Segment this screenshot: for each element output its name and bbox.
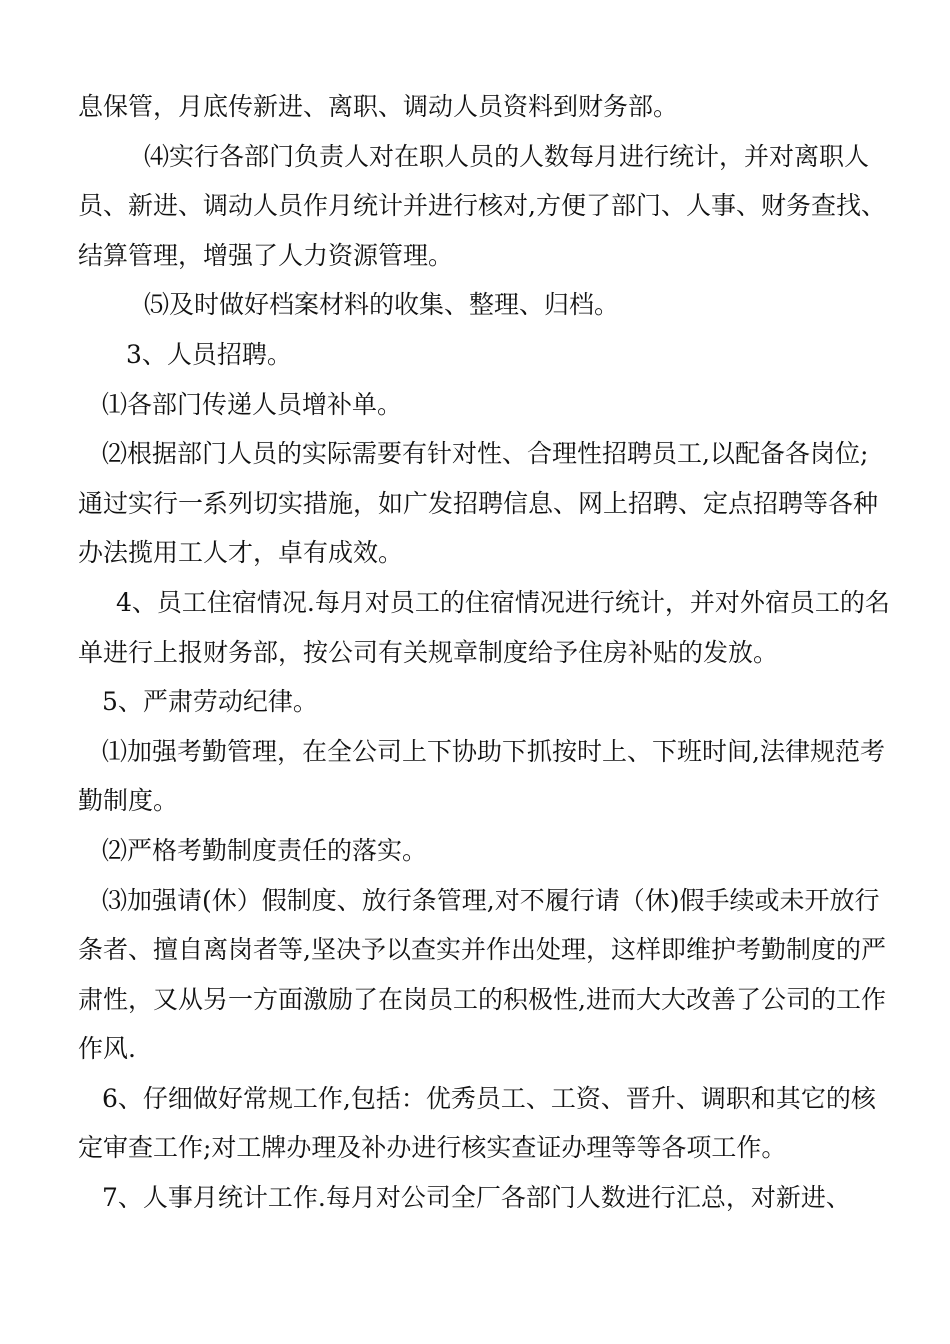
document-body: [78, 82, 890, 1223]
paragraph-attendance-responsibility: ⑵严格考勤制度责任的落实。: [102, 835, 428, 865]
paragraph-staff-housing: 4、员工住宿情况.每月对员工的住宿情况进行统计，并对外宿员工的名单进行上报财务部，按公司有关规章制度给予住房补贴的发放。: [78, 587, 890, 667]
paragraph-monthly-headcount: ⑷实行各部门负责人对在职人员的人数每月进行统计，并对离职人员、新进、调动人员作月统计并进行核对,方便了部门、人事、财务查找、结算管理，增强了人力资源管理。: [78, 141, 886, 270]
paragraph-monthly-statistics: 7、人事月统计工作.每月对公司全厂各部门人数进行汇总，对新进、: [102, 1183, 851, 1213]
paragraph-archive-handover: 息保管，月底传新进、离职、调动人员资料到财务部。: [78, 92, 679, 121]
paragraph-leave-management: ⑶加强请(休）假制度、放行条管理,对不履行请（休)假手续或未开放行条者、擅自离岗者等,坚决予以查实并作出处理，这样即维护考勤制度的严肃性，又从另一方面激励了在岗员工的积极性,进而大大改善了公司的工作作风.: [78, 885, 886, 1064]
paragraph-archive-filing: ⑸及时做好档案材料的收集、整理、归档。: [144, 290, 620, 320]
paragraph-staffing-request: ⑴各部门传递人员增补单。: [102, 389, 403, 419]
paragraph-routine-work: 6、仔细做好常规工作,包括：优秀员工、工资、晋升、调职和其它的核定审查工作;对工牌办理及补办进行核实查证办理等等各项工作。: [78, 1083, 876, 1163]
section-heading-recruitment: 3、人员招聘。: [126, 339, 292, 369]
paragraph-targeted-recruitment: ⑵根据部门人员的实际需要有针对性、合理性招聘员工,以配备各岗位;通过实行一系列切实措施，如广发招聘信息、网上招聘、定点招聘等各种办法揽用工人才，卓有成效。: [78, 439, 879, 568]
paragraph-attendance-management: ⑴加强考勤管理，在全公司上下协助下抓按时上、下班时间,法律规范考勤制度。: [78, 736, 885, 816]
section-heading-labor-discipline: 5、严肃劳动纪律。: [102, 687, 318, 717]
